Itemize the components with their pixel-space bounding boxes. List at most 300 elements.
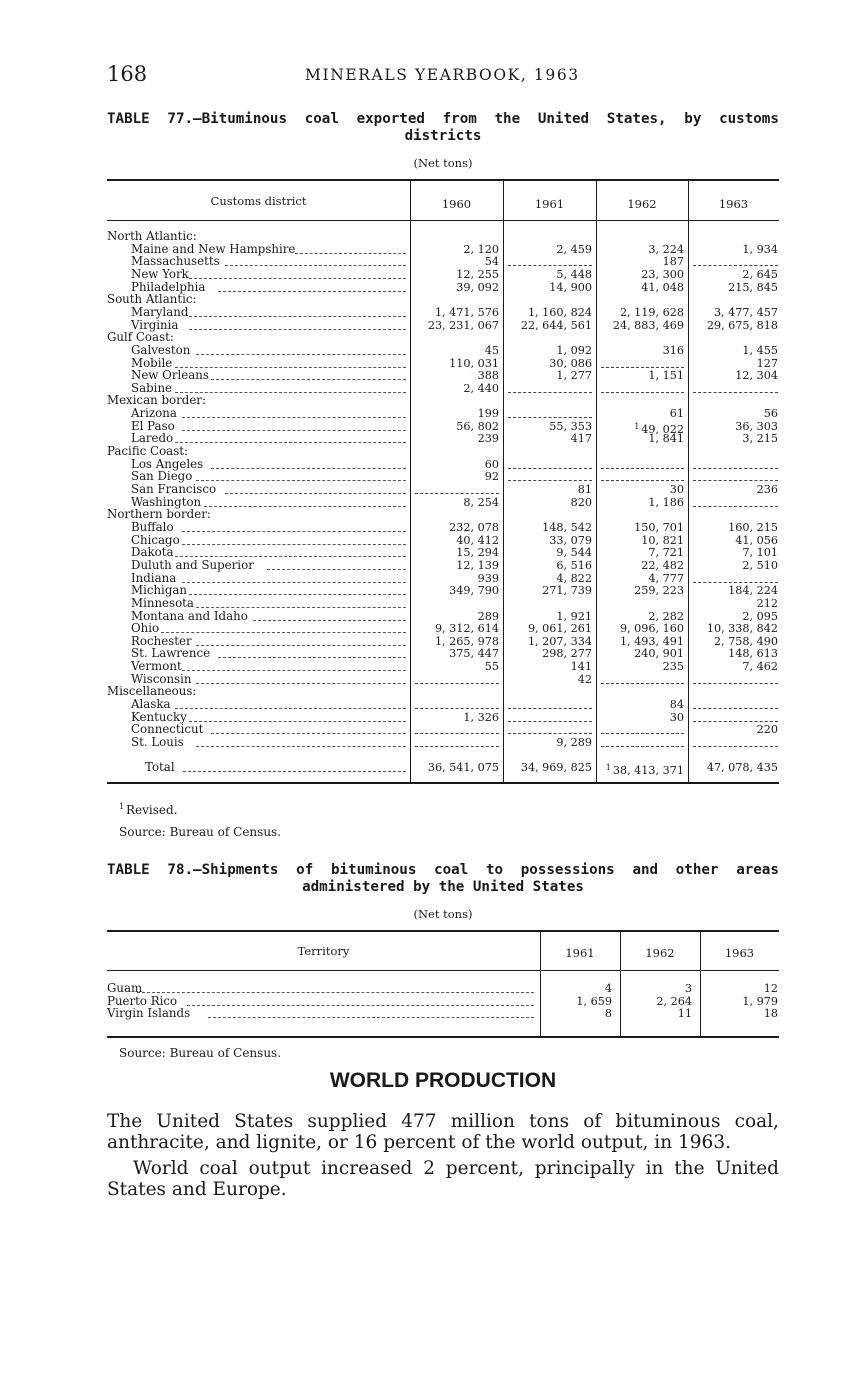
table77-district-name: San Francisco: [131, 482, 217, 496]
table77-value-text: 9, 061, 261: [527, 622, 592, 636]
table77-value-text: 54: [484, 255, 499, 269]
table77-value: [648, 497, 684, 510]
table78-leader-dots: [208, 1017, 534, 1018]
table77-district-name: Kentucky: [131, 709, 187, 724]
table77-leader-dots: [175, 392, 406, 393]
table77-value: [663, 661, 684, 674]
table77-value-text: 1, 207, 334: [527, 634, 592, 648]
table77-value-text: 15, 294: [456, 546, 499, 560]
table77-value-text: 148, 613: [728, 647, 778, 661]
paragraph-1-word: States: [234, 1111, 294, 1132]
table77-leader-dots: [175, 442, 406, 443]
table77-value: [463, 383, 499, 396]
paragraph-2-word: percent,: [445, 1158, 524, 1179]
table77-district-name: Ohio: [131, 621, 160, 636]
table78-value: 1, 979: [742, 994, 778, 1008]
table77-value-text: 1, 160, 824: [527, 305, 592, 319]
table78-value: 11: [677, 1007, 692, 1021]
table77-total-value: [606, 762, 684, 778]
table78-value: 1, 659: [576, 994, 612, 1008]
paragraph-1: [107, 1111, 779, 1153]
table77-source: Source: Bureau of Census.: [119, 825, 282, 839]
table77-value-text: 820: [570, 495, 592, 509]
table77-value-text: 24, 883, 469: [612, 318, 684, 332]
table77-leader-dots: [253, 620, 406, 621]
table77-value: [485, 471, 499, 484]
table77-value-text: 45: [484, 343, 499, 357]
table77-value-text: 4, 822: [556, 571, 592, 585]
table77-empty-cell: [415, 708, 499, 709]
table77-empty-cell: [508, 417, 592, 418]
table77-units: (Net tons): [413, 156, 473, 170]
table77-value-text: 9, 544: [556, 546, 592, 560]
table77-value-text: 1, 277: [556, 369, 592, 383]
table77-leader-dots: [225, 493, 406, 494]
table78-caption-word: and: [632, 862, 659, 878]
table77-district-name: Pacific Coast:: [107, 444, 188, 459]
table77-value-text: 9, 289: [556, 736, 592, 749]
table77-value-text: 2, 440: [463, 381, 499, 395]
table77-empty-cell: [508, 708, 592, 709]
table77-value-text: 220: [756, 723, 778, 737]
table77-value-text: 316: [662, 343, 684, 357]
table77-value: [613, 320, 684, 333]
table77-leader-dots: [175, 708, 406, 709]
table77-value-text: 40, 412: [456, 533, 499, 547]
table77-value-text: 6, 516: [556, 558, 592, 572]
table77-value-text: 30: [669, 483, 684, 496]
table77-value: [742, 244, 778, 257]
table78-header-year: 1962: [645, 946, 675, 960]
table77-caption-word: from: [442, 111, 477, 127]
paragraph-2-word: in: [645, 1158, 664, 1179]
table77-caption-word: the: [494, 111, 521, 127]
running-head: [107, 62, 779, 90]
table77-value: [670, 408, 684, 421]
table77-value: [428, 320, 499, 333]
table77-district-name: Miscellaneous:: [107, 684, 197, 699]
table77-value-text: 110, 031: [449, 356, 499, 370]
table78-territory-name: Virgin Islands: [107, 1006, 191, 1021]
table77-empty-cell: [415, 746, 499, 747]
table77-leader-dots: [182, 670, 406, 671]
table77-empty-cell: [693, 392, 778, 393]
paragraph-1-word: coal,: [734, 1111, 779, 1132]
table77-value-text: 232, 078: [449, 520, 499, 534]
table77-value: [707, 320, 778, 333]
table77-top-rule: [107, 179, 779, 181]
table77-district-name: Northern border:: [107, 507, 211, 522]
table77-value-text: 150, 701: [634, 520, 684, 534]
table77-value: [742, 560, 778, 573]
table77-leader-dots: [196, 607, 406, 608]
table77-empty-cell: [693, 480, 778, 481]
table77-value: [571, 497, 592, 510]
paragraph-1-word: million: [450, 1111, 515, 1132]
table77-value-text: 1, 186: [648, 495, 684, 509]
table77-district-name: Gulf Coast:: [107, 330, 174, 345]
table77-value-text: 29, 675, 818: [706, 318, 778, 332]
table77-value-text: 259, 223: [634, 584, 684, 598]
table77-leader-dots: [218, 291, 406, 292]
table78-leader-dots: [187, 1005, 534, 1006]
paragraph-1-line2: anthracite, and lignite, or 16 percent of the world output, in 1963.: [107, 1132, 731, 1153]
paragraph-1-word: of: [583, 1111, 602, 1132]
table77-value-text: 7, 462: [742, 660, 778, 674]
table77-district-name: Maryland: [131, 304, 189, 319]
table77-leader-dots: [189, 278, 406, 279]
table77-value-text: 417: [570, 432, 592, 446]
table77-footnote-mark: 1: [119, 802, 125, 811]
table77-caption-word: exported: [356, 111, 425, 127]
table77-empty-cell: [508, 265, 592, 266]
table77-leader-dots: [211, 468, 406, 469]
table77-value-text: 1, 151: [648, 369, 684, 383]
table77-value-text: 56, 802: [456, 419, 499, 433]
table77-district-name: Buffalo: [131, 519, 174, 534]
table78-value: 12: [763, 982, 778, 995]
table77-value-text: 187: [662, 255, 684, 269]
table78-caption-word: to: [485, 862, 504, 878]
table78-top-rule: [107, 930, 779, 932]
table77-value-text: 47, 078, 435: [706, 760, 778, 774]
paragraph-2-word: United: [715, 1158, 779, 1179]
table77-value-text: 5, 448: [556, 267, 592, 281]
table77-header-year: 1963: [718, 197, 749, 211]
table77-value-text: 349, 790: [449, 584, 499, 598]
table77-empty-cell: [508, 392, 592, 393]
table77-leader-dots: [267, 569, 406, 570]
table77-value: [549, 282, 592, 295]
table77-district-name: Mobile: [131, 355, 173, 370]
table77-value-text: 1, 921: [556, 609, 592, 623]
table77-district-name: Rochester: [131, 633, 192, 648]
table77-leader-dots: [182, 417, 406, 418]
table77-leader-dots: [183, 771, 406, 772]
table77-value-text: 41, 048: [641, 280, 684, 294]
table77-district-name: St. Lawrence: [131, 646, 211, 661]
table77-caption-line1: [107, 111, 779, 128]
table77-value: [571, 433, 592, 446]
table77-value-text: 1, 493, 491: [619, 634, 684, 648]
table77-value-text: 1, 934: [742, 242, 778, 256]
table77-value-text: 2, 120: [463, 242, 499, 256]
table77-leader-dots: [182, 544, 406, 545]
table77-value-text: 56: [763, 407, 778, 421]
table77-value-text: 7, 721: [648, 546, 684, 560]
table77-leader-dots: [211, 733, 406, 734]
paragraph-1-word: United: [156, 1111, 221, 1132]
table77-bottom-rule: [107, 782, 779, 784]
paragraph-1-word: bituminous: [615, 1111, 721, 1132]
table77-empty-cell: [415, 733, 499, 734]
table78-caption-word: other: [675, 862, 719, 878]
table78-caption-line2: administered by the United States: [302, 879, 584, 895]
table77-district-name: Duluth and Superior: [131, 557, 254, 572]
table78-units: (Net tons): [413, 907, 473, 921]
table78-value: 3: [684, 982, 692, 995]
table78-leader-dots: [137, 992, 534, 993]
table77-value-text: 1, 092: [556, 343, 592, 357]
paragraph-1-word: tons: [529, 1111, 570, 1132]
section-heading: WORLD PRODUCTION: [329, 1069, 557, 1092]
paragraph-1-line1: [107, 1111, 779, 1132]
table77-district-name: South Atlantic:: [107, 292, 197, 307]
table77-footnote-ref: 1: [634, 421, 640, 431]
table77-empty-cell: [693, 506, 778, 507]
table77-header-district: Customs district: [210, 194, 307, 208]
table77-value-text: 212: [756, 596, 778, 610]
table77-leader-dots: [189, 329, 406, 330]
table78-value: 2, 264: [656, 994, 692, 1008]
table77-value-text: 81: [577, 483, 592, 496]
table78-source: Source: Bureau of Census.: [119, 1046, 282, 1060]
table77-district-name: North Atlantic:: [107, 229, 197, 243]
table78-caption-word: TABLE: [107, 862, 150, 878]
table77-value-text: 2, 095: [742, 609, 778, 623]
table77-district-name: Washington: [131, 494, 202, 509]
table77-value: [648, 433, 684, 446]
table77-caption-word: TABLE: [107, 111, 150, 127]
table77-value-text: 84: [669, 698, 684, 712]
table77-district-name: Connecticut: [131, 722, 204, 737]
table77-leader-dots: [204, 506, 407, 507]
table77-caption-word: United: [537, 111, 590, 127]
table77-district-name: St. Louis: [131, 735, 184, 749]
table77-value-text: 9, 312, 614: [434, 622, 499, 636]
table77-empty-cell: [601, 468, 684, 469]
table77-total-value: [707, 762, 778, 775]
table78-bottom-rule: [107, 1036, 779, 1038]
table77-value-text: 388: [477, 369, 499, 383]
table77-value-text: 271, 739: [542, 584, 592, 598]
table77-value-text: 239: [477, 432, 499, 446]
table78-header-territory: Territory: [297, 944, 350, 958]
table78-header-year: 1963: [724, 946, 755, 960]
table77-header-year: 1961: [534, 197, 565, 211]
table77-value-text: 9, 096, 160: [619, 622, 684, 636]
table77-value-text: 236: [756, 483, 778, 496]
table77-leader-dots: [182, 582, 406, 583]
table77-value: [556, 737, 592, 750]
table77-district-name: Michigan: [131, 583, 188, 598]
table77-value-text: 184, 224: [728, 584, 778, 598]
table77-caption: [107, 111, 779, 145]
table77-value-text: 2, 282: [648, 609, 684, 623]
paragraph-1-word: supplied: [307, 1111, 388, 1132]
table77-empty-cell: [601, 733, 684, 734]
table77-value-text: 49, 022: [641, 422, 684, 436]
table77-district-name: Indiana: [131, 570, 177, 585]
table77-header-year: 1960: [441, 197, 472, 211]
table77-district-name: Alaska: [131, 697, 171, 712]
table77-leader-dots: [196, 645, 406, 646]
table77-value: [478, 433, 499, 446]
table77-value: [578, 674, 592, 687]
table77-value-text: 2, 119, 628: [619, 305, 684, 319]
table77-value-text: 2, 510: [742, 558, 778, 572]
table78-caption-word: of: [296, 862, 314, 878]
table77-leader-dots: [196, 480, 406, 481]
table77-value-text: 23, 231, 067: [427, 318, 499, 332]
table77-value-text: 298, 277: [542, 647, 592, 661]
table77-value-text: 36, 541, 075: [427, 760, 499, 774]
paragraph-1-word: 477: [401, 1111, 437, 1132]
paragraph-2-word: the: [674, 1158, 705, 1179]
table78-caption-word: bituminous: [330, 862, 417, 878]
table77-value-text: 55: [484, 660, 499, 674]
table77-value-text: 22, 644, 561: [520, 318, 592, 332]
table77-column-divider: [596, 181, 597, 782]
table77-column-divider: [688, 181, 689, 782]
table77-empty-cell: [508, 480, 592, 481]
table77-leader-dots: [218, 657, 406, 658]
paragraph-2-word: coal: [199, 1158, 238, 1179]
table77-value: [735, 370, 778, 383]
table77-value-text: 14, 900: [549, 280, 592, 294]
table77-footnote: Revised.: [126, 803, 178, 817]
table77-leader-dots: [225, 265, 406, 266]
paragraph-2-word: principally: [534, 1158, 635, 1179]
table77-value-text: 30, 086: [549, 356, 592, 370]
paragraph-2-word: 2: [423, 1158, 435, 1179]
table77-value-text: 8, 254: [463, 495, 499, 509]
paragraph-1-word: The: [107, 1111, 143, 1132]
table77-value-text: 12, 255: [456, 267, 499, 281]
table77-value-text: 30: [669, 710, 684, 724]
table77-value: [463, 497, 499, 510]
table77-value: [663, 345, 684, 358]
table77-value: [556, 370, 592, 383]
table77-footnote-ref: 1: [605, 762, 611, 772]
table77-district-name: Laredo: [131, 431, 174, 446]
table78-header-year: 1961: [565, 946, 595, 960]
table77-empty-cell: [601, 683, 684, 684]
table77-value-text: 61: [669, 407, 684, 421]
table77-empty-cell: [601, 392, 684, 393]
table77-value-text: 92: [484, 470, 499, 484]
table77-leader-dots: [189, 594, 406, 595]
table77-value: [634, 585, 684, 598]
table77-value-text: 215, 845: [728, 280, 778, 294]
table77-value: [556, 244, 592, 257]
table77-value-text: 36, 303: [735, 419, 778, 433]
table77-value-text: 42: [577, 672, 592, 686]
table77-value-text: 3, 224: [648, 242, 684, 256]
table77-district-name: Los Angeles: [131, 456, 204, 471]
table77-value-text: 60: [484, 457, 499, 471]
table77-district-name: Montana and Idaho: [131, 608, 248, 623]
table77-value-text: 240, 901: [634, 647, 684, 661]
table77-value: [449, 585, 499, 598]
table77-district-name: Vermont: [131, 659, 182, 674]
table77-value-text: 2, 758, 490: [713, 634, 778, 648]
table77-district-name: New York: [131, 266, 189, 281]
table77-district-name: New Orleans: [131, 368, 209, 383]
table77-empty-cell: [693, 683, 778, 684]
paragraph-2-line1: [107, 1158, 779, 1179]
table77-empty-cell: [693, 582, 778, 583]
table78-territory-name: Puerto Rico: [107, 993, 178, 1008]
table77-column-divider: [503, 181, 504, 782]
table77-value-text: 199: [477, 407, 499, 421]
table77-value: [456, 282, 499, 295]
table77-leader-dots: [182, 430, 406, 431]
table77-value-text: 939: [477, 571, 499, 585]
table78-caption-word: coal: [434, 862, 469, 878]
table77-value: [757, 484, 778, 497]
table77-leader-dots: [196, 354, 406, 355]
table77-value-text: 375, 447: [449, 647, 499, 661]
table77-value: [742, 661, 778, 674]
table77-value-text: 4, 777: [648, 571, 684, 585]
table77-leader-dots: [295, 253, 406, 254]
table77-value: [757, 724, 778, 737]
table77-empty-cell: [601, 746, 684, 747]
table77-value: [648, 370, 684, 383]
table77-empty-cell: [693, 265, 778, 266]
table77-district-name: Massachusetts: [131, 254, 220, 269]
table77-value-text: 148, 542: [542, 520, 592, 534]
table77-district-name: Minnesota: [131, 595, 194, 610]
table77-value: [542, 585, 592, 598]
table77-value-text: 12, 304: [735, 369, 778, 383]
table77-leader-dots: [189, 316, 406, 317]
table77-value: [641, 282, 684, 295]
table77-value-text: 33, 079: [549, 533, 592, 547]
table77-caption-word: customs: [719, 111, 779, 127]
table77-caption-word: States,: [606, 111, 667, 127]
table77-value-text: 141: [570, 660, 592, 674]
table78-caption-word: possessions: [520, 862, 615, 878]
table77-empty-cell: [508, 468, 592, 469]
table77-value: [521, 320, 592, 333]
table77-district-name: Maine and New Hampshire: [131, 241, 296, 256]
table77-value-text: 34, 969, 825: [520, 760, 592, 774]
table78-header-rule: [107, 970, 779, 971]
table77-value: [728, 282, 778, 295]
table77-header-year: 1962: [627, 197, 657, 211]
table77-value: [742, 433, 778, 446]
table77-empty-cell: [693, 468, 778, 469]
table77-value-text: 1, 326: [463, 710, 499, 724]
table77-value-text: 2, 459: [556, 242, 592, 256]
table77-value-text: 3, 477, 457: [713, 305, 778, 319]
table77-value-text: 39, 092: [456, 280, 499, 294]
table77-district-name: Virginia: [131, 317, 179, 332]
table78-territory-name: Guam: [107, 981, 143, 995]
table77-header-rule: [107, 220, 779, 221]
table77-value-text: 1, 455: [742, 343, 778, 357]
running-title: MINERALS YEARBOOK, 1963: [305, 66, 580, 84]
table77-value-text: 41, 056: [735, 533, 778, 547]
table77-empty-cell: [693, 721, 778, 722]
table77-value-text: 127: [756, 356, 778, 370]
table77-empty-cell: [601, 367, 684, 368]
table77-value-text: 2, 645: [742, 267, 778, 281]
table77-column-divider: [410, 181, 411, 782]
paragraph-2-word: World: [133, 1158, 189, 1179]
table77-district-name: Arizona: [131, 406, 177, 421]
table77-value: [670, 712, 684, 725]
page-number: 168: [107, 62, 148, 86]
table77-value-text: 10, 821: [641, 533, 684, 547]
table77-caption-word: coal: [304, 111, 339, 127]
table78-caption-word: areas: [736, 862, 779, 878]
table77-value-text: 1, 265, 978: [434, 634, 499, 648]
table78-value: 18: [763, 1007, 778, 1021]
table77-empty-cell: [693, 746, 778, 747]
